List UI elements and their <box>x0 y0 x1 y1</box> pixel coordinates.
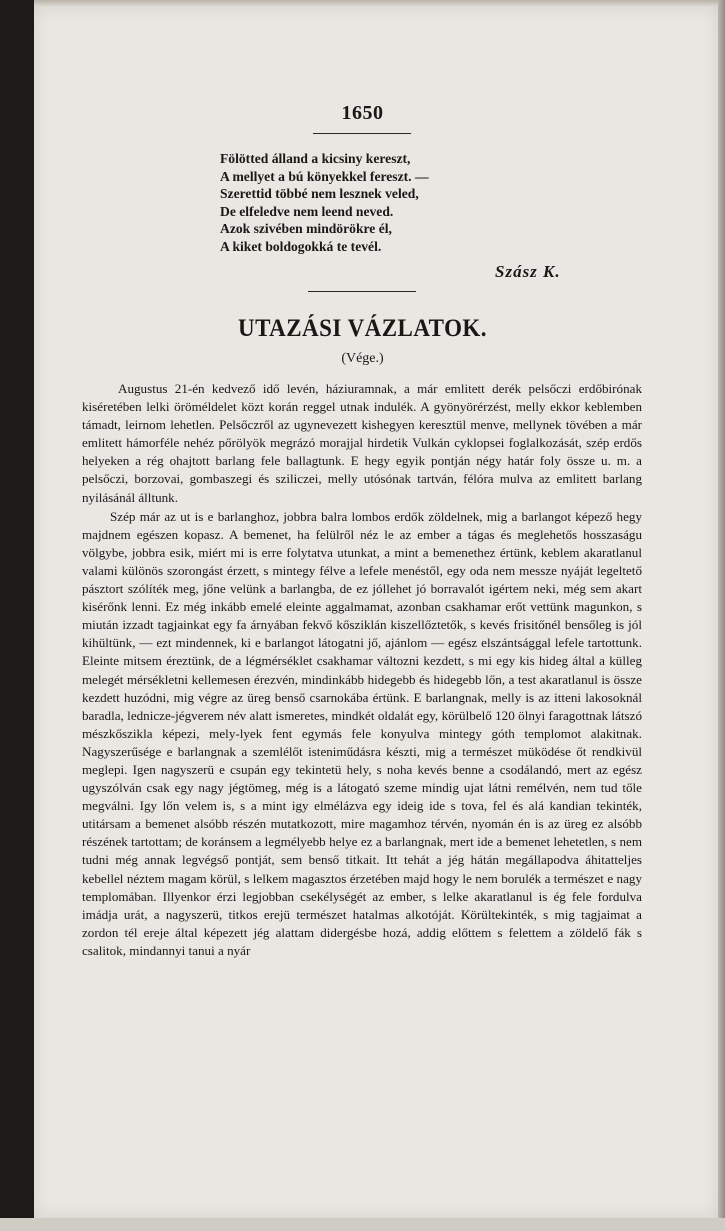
article-subtitle: (Vége.) <box>341 351 384 366</box>
poem-line: Fölötted álland a kicsiny kereszt, <box>220 151 411 166</box>
poem-line: De elfeledve nem leend neved. <box>220 203 394 219</box>
page-number: 1650 <box>341 102 384 124</box>
scan-bottom-edge <box>0 1218 725 1231</box>
poem-line: A mellyet a bú könyekkel fereszt. — <box>220 168 429 184</box>
scan-right-edge <box>718 0 725 1231</box>
article-paragraph: Szép már az ut is e barlanghoz, jobbra balra lombos erdők zöldelnek, mig a barlangot képező hegy majdnem egészen kopasz. A bemenet, ha felülről néz le az ember a tágas és meglehetős hosszaságu völgybe, jobbra esik, miért mi is erre folytatva utunkat, a mint a bemenethez értünk, keblem akaratlanul valami különös szorongást érzett, s mintegy félve a lefele menéstől, egy oda nem messze nyáját legeltető pásztort szólíték meg, jőne velünk a barlangba, de ez jóllehet jó borravalót igértem neki, még sem akart kisérőnk lenni. Ez még inkább emelé eleinte aggalmamat, azonban csakhamar erőt vettünk magunkon, s miután izzadt tagjainkat egy fa árnyában fekvő kősziklán kiszellőztetők, s kevés frisitőnél bensőleg is jól kihültünk, — ezt mindennek, ki e barlangot látogatni jő, ajánlom — egész elszántsággal lefele tartottunk. Eleinte mitsem éreztünk, de a légmérséklet csakhamar változni kezdett, s mi egy kis hideg által a külleg melegét mérsékletni kellemesen érezvén, mindinkább hidegebb és hidegebb lőn, a test akaratlanul is össze kezdett huzódni, mig végre az üreg benső csarnokába értünk. E barlangnak, melly is az itteni lakosoknál baradla, lednicze-jégverem név alatt ismeretes, mindkét oldalát egy, körülbelő 120 ölnyi faragottnak látszó mészkőszikla képezi, mely-lyek fent egymás fele konyulva mintegy góth templomot alakitnak. Nagyszerűsége e barlangnak a szemlélőt isteniműdásra készti, mig a természet müködése őt rendkivül meglepi. Igen nagyszerü e csupán egy tekintetü hely, s noha kevés benne a csodálandó, mert az egész ugyszólván csak egy nagy jégtömeg, még is a látogató szeme mindig ujat látni remélvén, nem tud tőle megválni. Igy lőn velem is, s a mint igy elmélázva egy ideig ide s tova, fel és alá kandian tekinték, utitársam a bemenet alsóbb részén mutatkozott, mire magamhoz térvén, nyomán én is az üreg ez alsóbb részének tartottam; de koránsem a legmélyebb helye ez a barlangnak, mert ide a bemenet lehetetlen, s nem tudni még annak legvégső pontját, sem benső titkait. Itt tehát a jég hátán megállapodva áhitatteljes kebellel néztem magam körül, s lelkem magasztos érzetében majd hogy le nem borulék a természet e nagy templomában. Illyenkor érzi legjobban csekélységét az ember, s lelke akaratlanul is ég fele fordulva imádja urát, a nagyszerü, titkos erejü természet hatalmas alkotóját. Körültekinték, s mig tagjaimat a zordon tél ereje által képezett jég alattam didergésbe hozá, addig előttem s felettem a zöldelő fák s csalitok, mindannyi tanui a nyár <box>82 508 642 958</box>
poem-line: Szerettid többé nem lesznek veled, <box>220 186 419 202</box>
poem-line: Azok szivében mindörökre él, <box>220 221 392 237</box>
poem-signature: Szász K. <box>495 262 561 281</box>
poem <box>220 150 520 256</box>
article-body <box>82 380 642 960</box>
page-number-rule <box>313 133 411 134</box>
poem-line: A kiket boldogokká te tevél. <box>220 238 382 254</box>
section-divider <box>308 291 416 292</box>
article-title: UTAZÁSI VÁZLATOK. <box>238 315 487 342</box>
article-paragraph: Augustus 21-én kedvező idő levén, háziuramnak, a már emlitett derék pelsőczi erdőbirónak kiséretében lelki öröméldelet közt korán reggel utnak indulék. A gyönyörérzést, melly ekkor keblemben támadt, leirnom lehetlen. Pelsőczről az ugynevezett kishegyen keresztül menve, mellynek tövében a már emlitett hámorféle nehéz pőrölyök megrázó morajjal hirdetik Vulkán cyklopsei foglalkozását, szép erdős helyeken a rég ohajtott barlang fele ballagtunk. E hegy egyik pontján négy határ foly össze u. m. a pelsőczi, borzovai, gombaszegi és sziliczei, melly utósónak tartván, félóra mulva az emlitett barlang nyilásánál álltunk. <box>82 381 642 505</box>
